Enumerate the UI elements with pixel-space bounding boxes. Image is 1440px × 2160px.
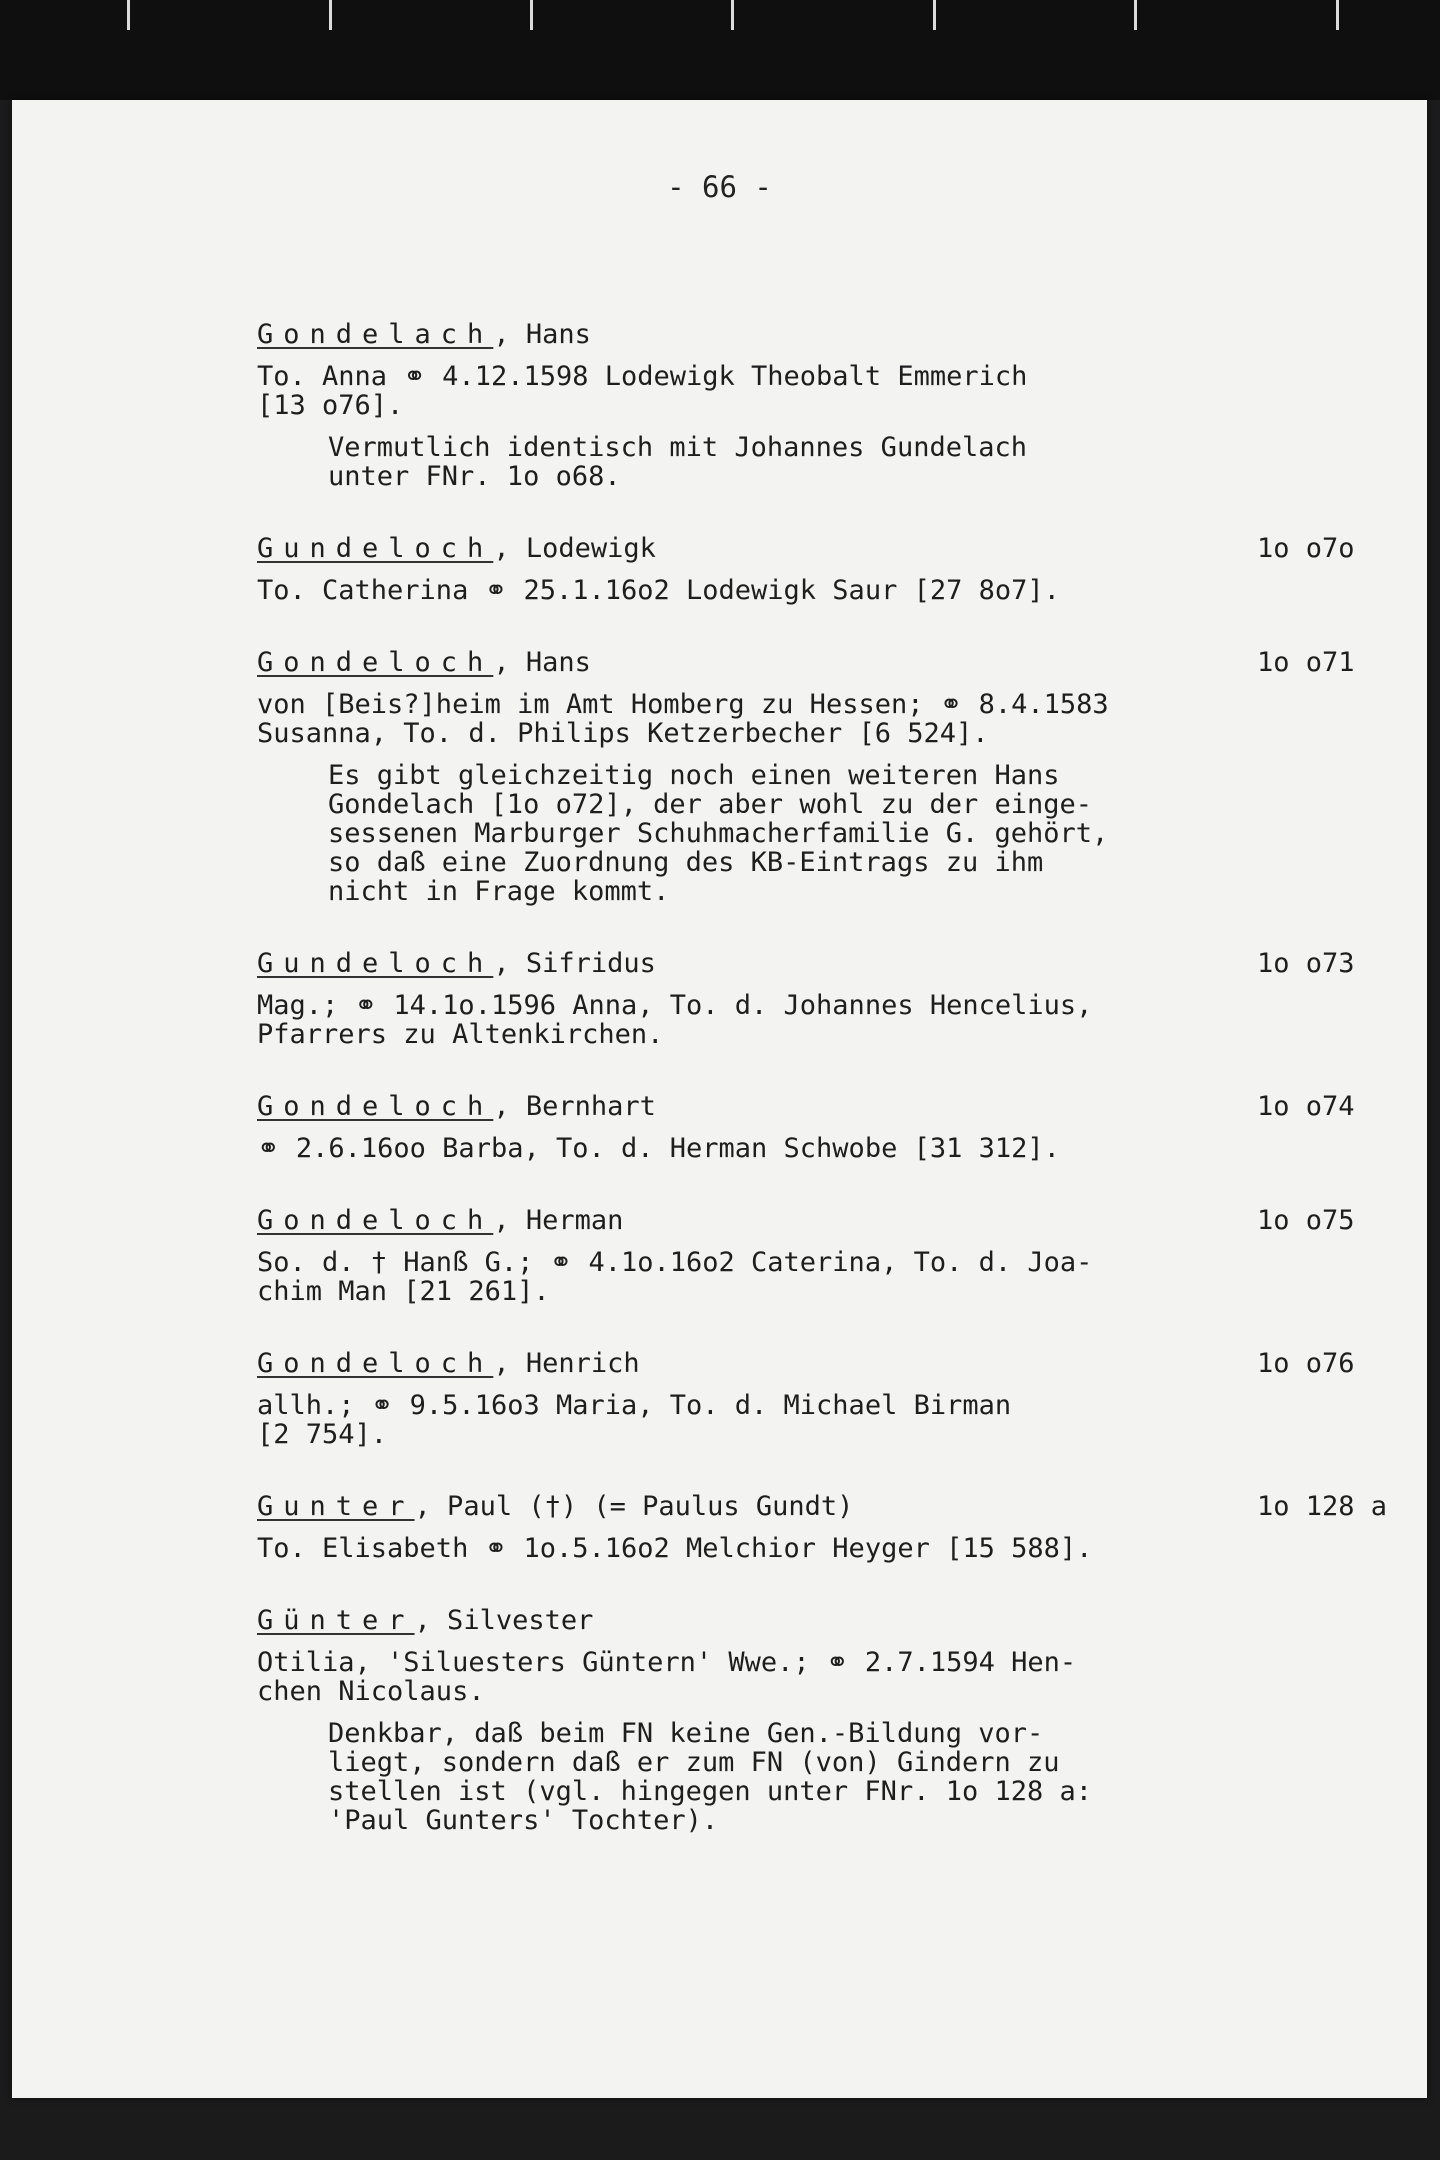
- family-entry: [257, 320, 1407, 491]
- entry-heading: [257, 1349, 1407, 1378]
- family-number: 1o 128 a: [1257, 1491, 1388, 1522]
- entry-text: von [Beis?]heim im Amt Homberg zu Hessen; ⚭ 8.4.1583 Susanna, To. d. Philips Ketzerbecher [6 524].: [257, 689, 1109, 749]
- entry-heading: [257, 648, 1407, 677]
- given-name: , Hans: [493, 319, 591, 350]
- ruler-tick: [530, 0, 533, 30]
- given-name: , Lodewigk: [493, 533, 656, 564]
- ruler-tick: [1336, 0, 1339, 30]
- surname: Gunter: [257, 1491, 415, 1522]
- family-entry: [257, 1206, 1407, 1306]
- entry-heading: [257, 1206, 1407, 1235]
- family-number: 1o o73: [1257, 948, 1355, 979]
- family-entry: [257, 1606, 1407, 1835]
- family-number: 1o o76: [1257, 1348, 1355, 1379]
- entry-text: So. d. † Hanß G.; ⚭ 4.1o.16o2 Caterina, To. d. Joa- chim Man [21 261].: [257, 1247, 1093, 1307]
- surname: Gondeloch: [257, 1091, 494, 1122]
- entry-note: Vermutlich identisch mit Johannes Gundelach unter FNr. 1o o68.: [328, 432, 1027, 492]
- family-entry: [257, 534, 1407, 605]
- surname: Gundeloch: [257, 533, 494, 564]
- family-number: 1o o75: [1257, 1205, 1355, 1236]
- entry-heading: [257, 534, 1407, 563]
- entry-heading: [257, 949, 1407, 978]
- entry-heading: [257, 1092, 1407, 1121]
- ruler-tick: [731, 0, 734, 30]
- scanner-top-strip: [0, 0, 1440, 100]
- entry-text: allh.; ⚭ 9.5.16o3 Maria, To. d. Michael Birman [2 754].: [257, 1390, 1012, 1450]
- family-entry: [257, 648, 1407, 906]
- entry-text: Mag.; ⚭ 14.1o.1596 Anna, To. d. Johannes Hencelius, Pfarrers zu Altenkirchen.: [257, 990, 1093, 1050]
- surname: Gondeloch: [257, 1205, 494, 1236]
- family-number: 1o o74: [1257, 1091, 1355, 1122]
- family-entry: [257, 1492, 1407, 1563]
- ruler-tick: [933, 0, 936, 30]
- entry-text: To. Anna ⚭ 4.12.1598 Lodewigk Theobalt Emmerich [13 o76].: [257, 361, 1028, 421]
- entry-text: ⚭ 2.6.16oo Barba, To. d. Herman Schwobe [31 312].: [257, 1133, 1060, 1164]
- family-entry: [257, 949, 1407, 1049]
- entry-heading: [257, 1606, 1407, 1635]
- family-number: 1o o71: [1257, 647, 1355, 678]
- entry-text: Otilia, 'Siluesters Güntern' Wwe.; ⚭ 2.7.1594 Hen- chen Nicolaus.: [257, 1647, 1077, 1707]
- surname: Gondelach: [257, 319, 494, 350]
- surname: Gondeloch: [257, 1348, 494, 1379]
- entry-text: To. Elisabeth ⚭ 1o.5.16o2 Melchior Heyger [15 588].: [257, 1533, 1093, 1564]
- surname: Gondeloch: [257, 647, 494, 678]
- page-number: - 66 -: [667, 170, 772, 204]
- family-number: 1o o7o: [1257, 533, 1355, 564]
- given-name: , Bernhart: [493, 1091, 656, 1122]
- entry-note: Es gibt gleichzeitig noch einen weiteren Hans Gondelach [1o o72], der aber wohl zu der einge- sessenen Marburger Schuhmacherfamilie G. gehört, so daß eine Zuordnung des KB-Eintrags zu ihm nicht in Frage kommt.: [328, 760, 1109, 907]
- family-entry: [257, 1092, 1407, 1163]
- entry-text: To. Catherina ⚭ 25.1.16o2 Lodewigk Saur [27 8o7].: [257, 575, 1060, 606]
- ruler-tick: [329, 0, 332, 30]
- ruler-tick: [127, 0, 130, 30]
- given-name: , Hans: [493, 647, 591, 678]
- given-name: , Herman: [493, 1205, 624, 1236]
- given-name: , Henrich: [493, 1348, 640, 1379]
- ruler-tick: [1134, 0, 1137, 30]
- given-name: , Silvester: [414, 1605, 594, 1636]
- family-entry: [257, 1349, 1407, 1449]
- given-name: , Sifridus: [493, 948, 656, 979]
- entry-list: [257, 320, 1407, 1878]
- given-name: , Paul (†) (= Paulus Gundt): [414, 1491, 854, 1522]
- surname: Gundeloch: [257, 948, 494, 979]
- entry-note: Denkbar, daß beim FN keine Gen.-Bildung vor- liegt, sondern daß er zum FN (von) Gindern zu stellen ist (vgl. hingegen unter FNr. 1o 128 a: 'Paul Gunters' Tochter).: [328, 1718, 1093, 1836]
- document-page: [12, 100, 1427, 2098]
- surname: Günter: [257, 1605, 415, 1636]
- entry-heading: [257, 320, 1407, 349]
- entry-heading: [257, 1492, 1407, 1521]
